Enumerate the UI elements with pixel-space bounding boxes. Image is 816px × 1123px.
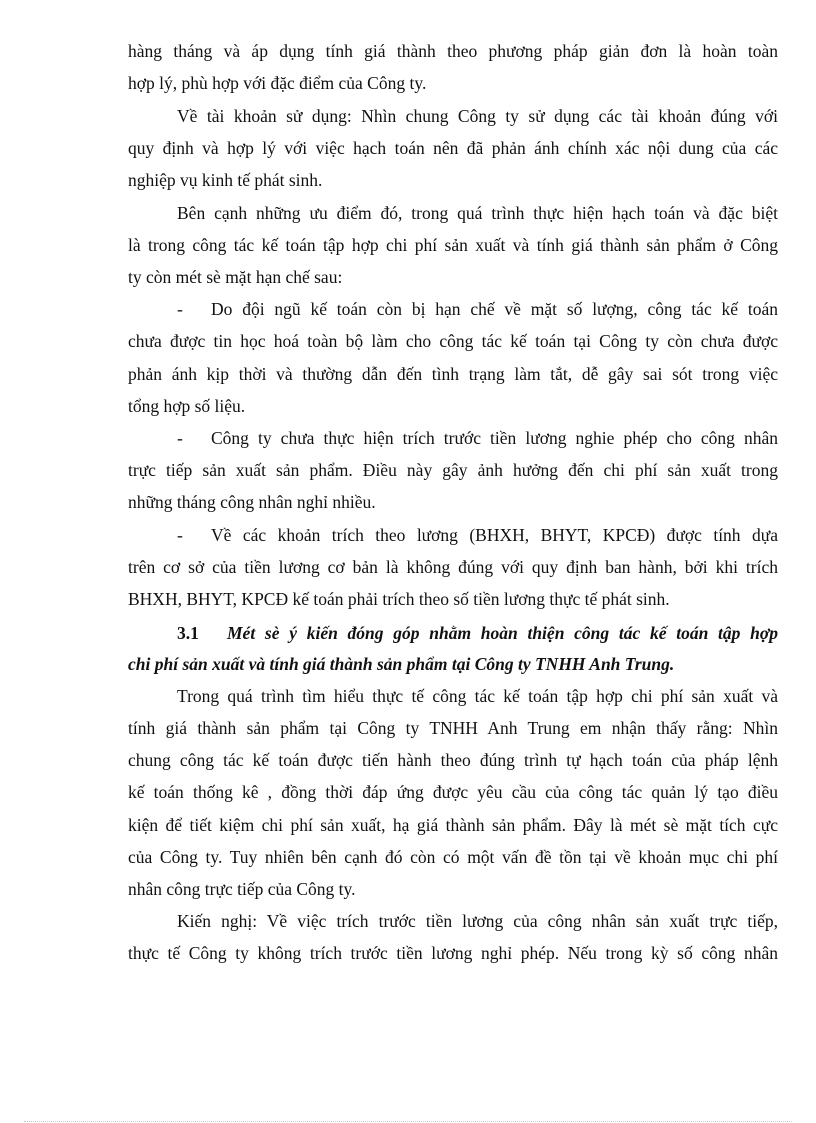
- paragraph-line: Kiến nghị: Về việc trích trước tiền lương của công nhân sản xuất trực tiếp,: [177, 911, 778, 931]
- paragraph-line: quy định và hợp lý với việc hạch toán nên đã phản ánh chính xác nội dung của các: [128, 138, 778, 158]
- paragraph-line: nghiệp vụ kinh tế phát sinh.: [128, 170, 323, 190]
- paragraph-line: Bên cạnh những ưu điểm đó, trong quá trình thực hiện hạch toán và đặc biệt: [177, 203, 778, 223]
- paragraph-line: hợp lý, phù hợp với đặc điểm của Công ty.: [128, 73, 427, 93]
- section-number: 3.1: [177, 623, 199, 643]
- paragraph-line: Về tài khoản sử dụng: Nhìn chung Công ty sử dụng các tài khoản đúng với: [177, 106, 778, 126]
- paragraph-line: ty còn mét sè mặt hạn chế sau:: [128, 267, 343, 287]
- paragraph-line: trực tiếp sản xuất sản phẩm. Điều này gây ảnh hưởng đến chi phí sản xuất trong: [128, 460, 778, 480]
- paragraph-line: tổng hợp số liệu.: [128, 396, 246, 416]
- paragraph-line: chung công tác kế toán được tiến hành theo đúng trình tự hạch toán của pháp lệnh: [128, 750, 778, 770]
- paragraph-line: của Công ty. Tuy nhiên bên cạnh đó còn có một vấn đề tồn tại về khoản mục chi phí: [128, 847, 778, 867]
- paragraph-line: kế toán thống kê , đồng thời đáp ứng được yêu cầu của công tác quản lý tạo điều: [128, 782, 778, 802]
- paragraph-line: chưa được tin học hoá toàn bộ làm cho công tác kế toán tại Công ty còn chưa được: [128, 331, 778, 351]
- paragraph-line: trên cơ sở của tiền lương cơ bản là không đúng với quy định ban hành, bởi khi trích: [128, 557, 778, 577]
- bullet-marker: -: [177, 299, 183, 319]
- paragraph-line: tính giá thành sản phẩm tại Công ty TNHH Anh Trung em nhận thấy rằng: Nhìn: [128, 718, 778, 738]
- section-title: Mét sè ý kiến đóng góp nhằm hoàn thiện công tác kế toán tập hợp: [227, 623, 778, 643]
- page-bottom-divider: [24, 1121, 792, 1122]
- paragraph-line: phản ánh kịp thời và thường dẫn đến tình trạng làm tắt, dễ gây sai sót trong việc: [128, 364, 778, 384]
- paragraph-line: hàng tháng và áp dụng tính giá thành theo phương pháp giản đơn là hoàn toàn: [128, 41, 778, 61]
- paragraph-line: là trong công tác kế toán tập hợp chi phí sản xuất và tính giá thành sản phẩm ở Công: [128, 235, 778, 255]
- bullet-marker: -: [177, 525, 183, 545]
- paragraph-line: thực tế Công ty không trích trước tiền lương nghỉ phép. Nếu trong kỳ số công nhân: [128, 943, 778, 963]
- paragraph-line: BHXH, BHYT, KPCĐ kế toán phải trích theo số tiền lương thực tế phát sinh.: [128, 589, 670, 609]
- section-title-continued: chi phí sản xuất và tính giá thành sản phẩm tại Công ty TNHH Anh Trung.: [128, 654, 675, 674]
- paragraph-line: nhân công trực tiếp của Công ty.: [128, 879, 356, 899]
- bullet-marker: -: [177, 428, 183, 448]
- paragraph-line: Trong quá trình tìm hiểu thực tế công tác kế toán tập hợp chi phí sản xuất và: [177, 686, 778, 706]
- paragraph-line: kiện để tiết kiệm chi phí sản xuất, hạ giá thành sản phẩm. Đây là mét sè mặt tích cực: [128, 815, 778, 835]
- bullet-text: Do đội ngũ kế toán còn bị hạn chế về mặt số lượng, công tác kế toán: [211, 299, 778, 319]
- bullet-text: Công ty chưa thực hiện trích trước tiền lương nghie phép cho công nhân: [211, 428, 778, 448]
- bullet-text: Về các khoản trích theo lương (BHXH, BHYT, KPCĐ) được tính dựa: [211, 525, 778, 545]
- paragraph-line: những tháng công nhân nghỉ nhiều.: [128, 492, 376, 512]
